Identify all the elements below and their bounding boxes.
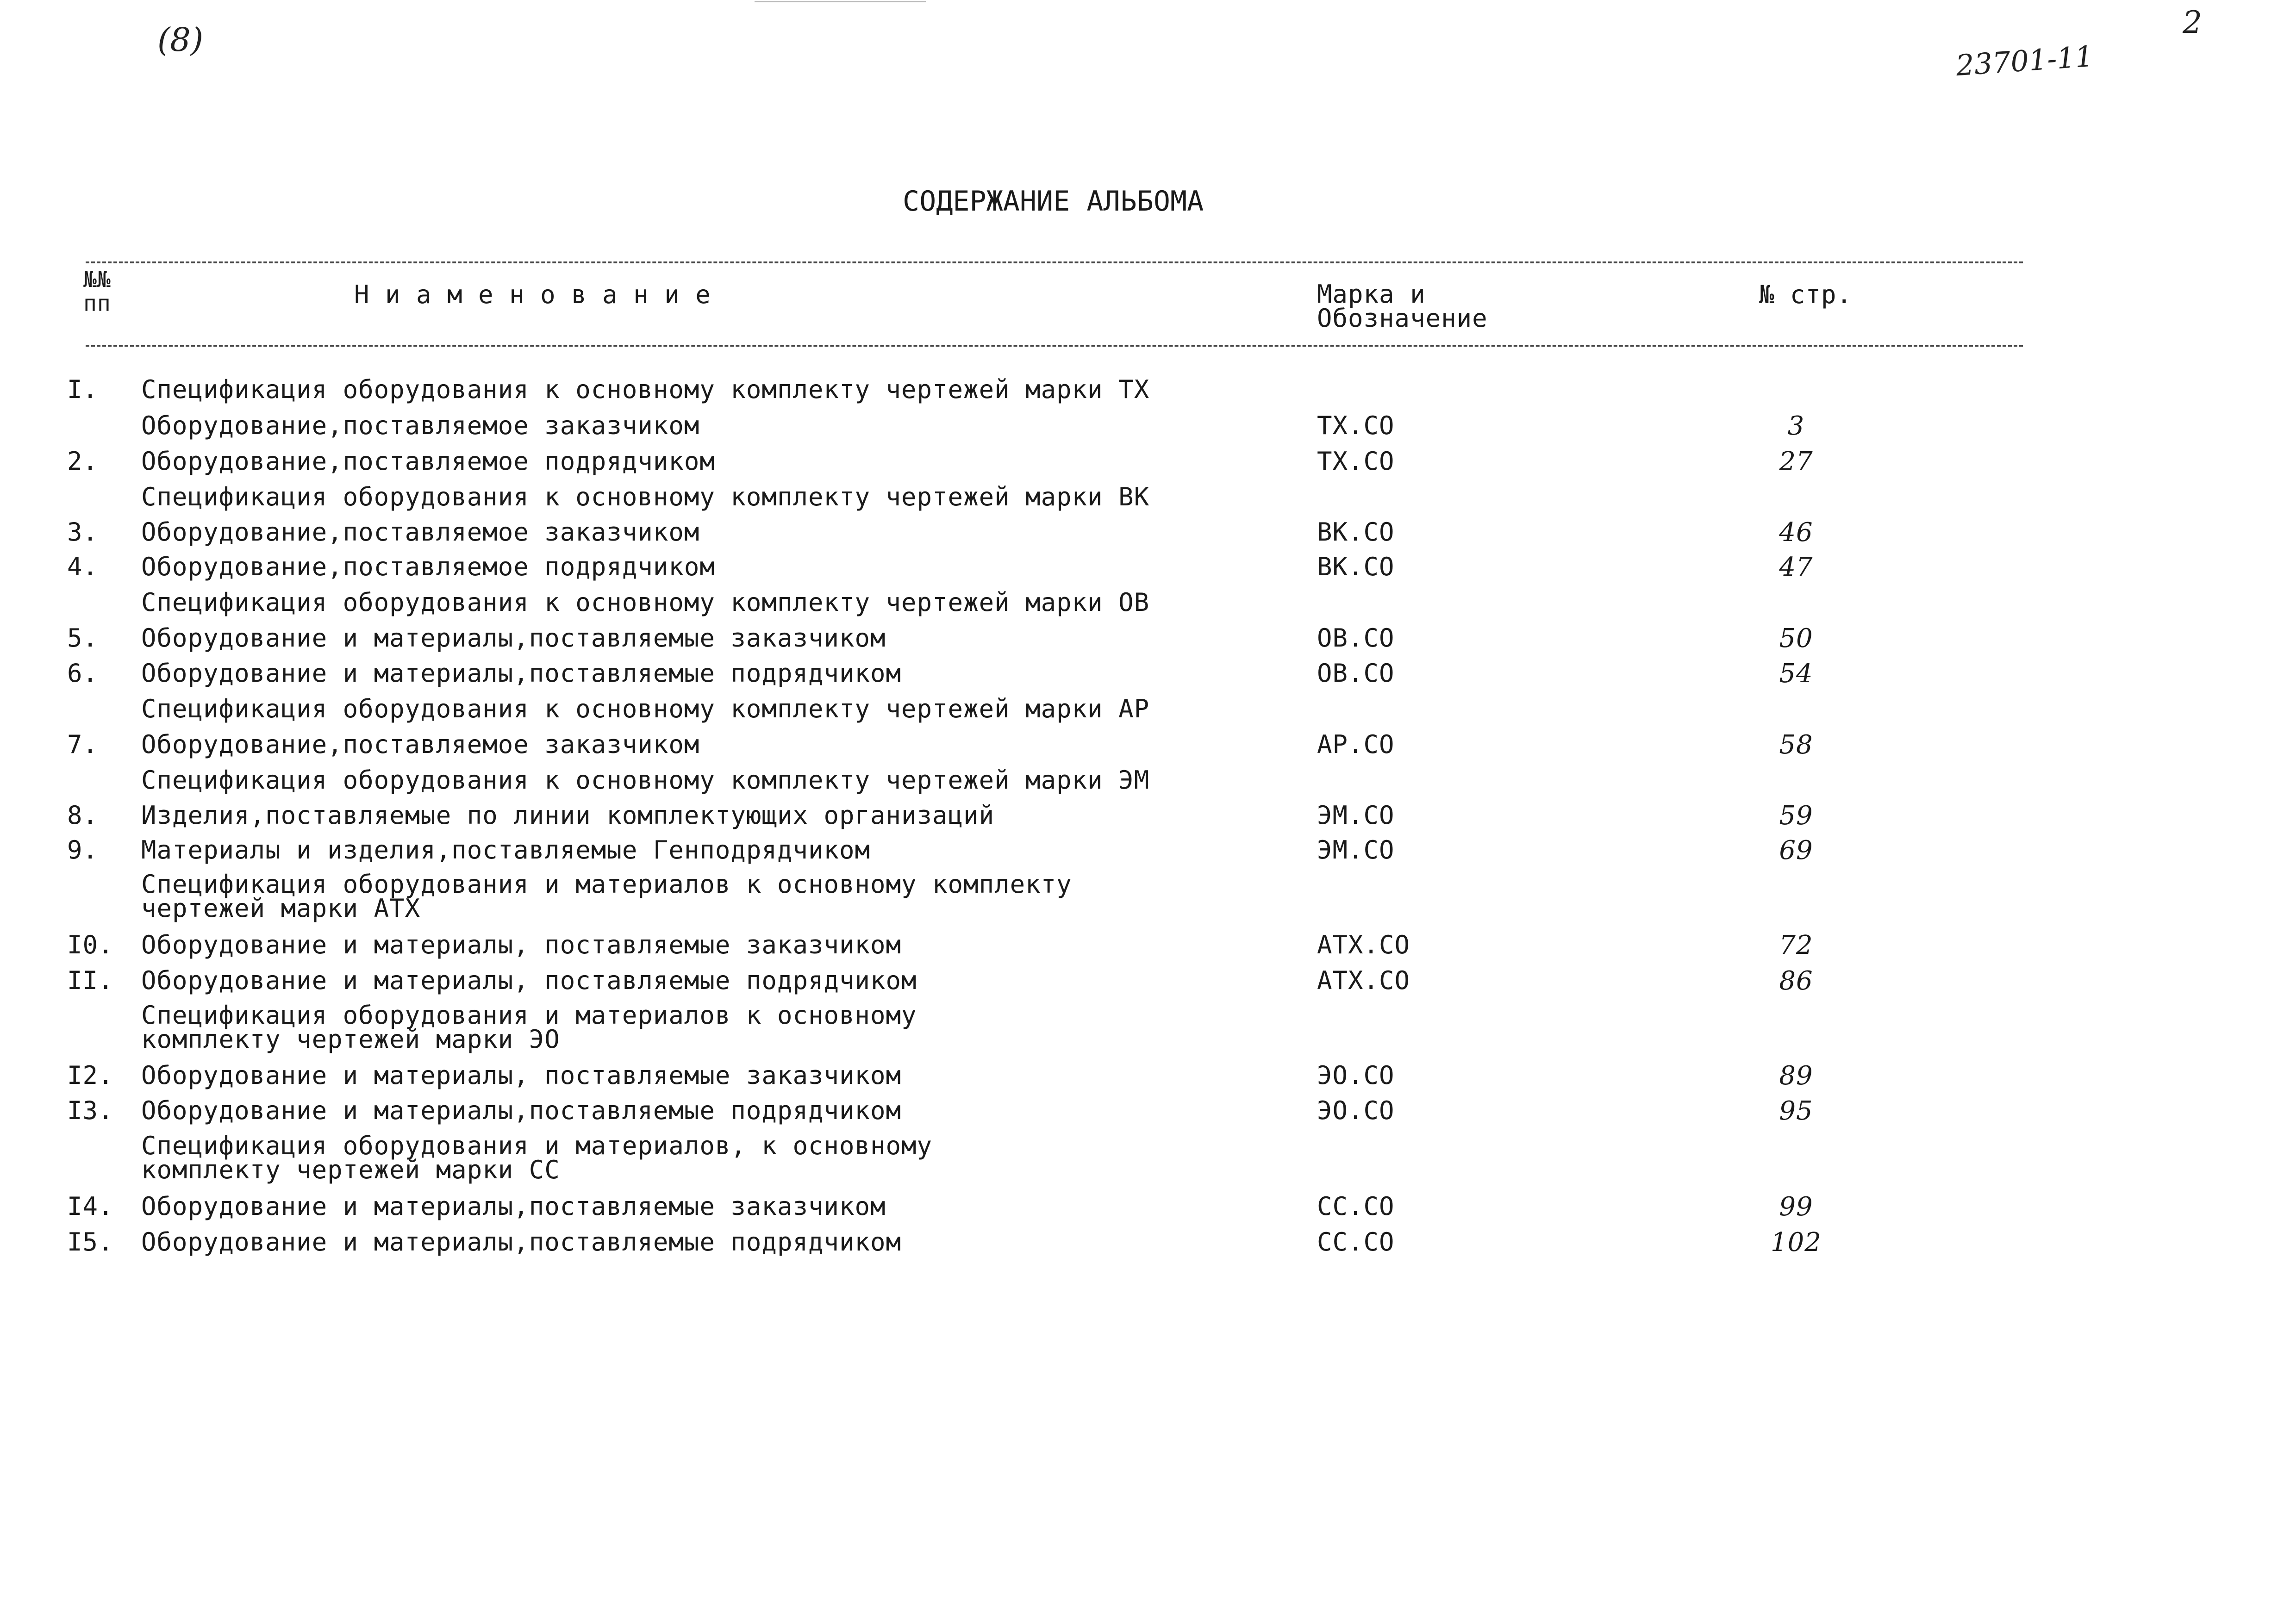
row-mark: ТХ.СО: [1317, 447, 1395, 476]
row-mark: ЭМ.СО: [1317, 801, 1395, 830]
row-mark: ВК.СО: [1317, 552, 1395, 581]
table-row: [0, 765, 2284, 803]
table-row: [0, 517, 2284, 554]
row-number: I2.: [67, 1061, 114, 1090]
row-name: Спецификация оборудования к основному комплекту чертежей марки ЭМ: [141, 765, 1150, 795]
table-row: [0, 930, 2284, 967]
table-row: [0, 1131, 2284, 1184]
header-mark-line1: Марка и: [1317, 280, 1426, 309]
row-name: Оборудование,поставляемое подрядчиком: [141, 552, 715, 581]
row-name: Оборудование,поставляемое заказчиком: [141, 730, 700, 759]
table-row: [0, 552, 2284, 589]
row-page: 69: [1779, 835, 1813, 865]
row-page: 72: [1779, 930, 1813, 960]
header-bottom-divider: [86, 345, 2023, 347]
row-name: Оборудование,поставляемое заказчиком: [141, 411, 700, 440]
row-number: 3.: [67, 517, 99, 547]
table-row: [0, 482, 2284, 519]
row-page: 102: [1771, 1227, 1822, 1257]
row-mark: ВК.СО: [1317, 517, 1395, 547]
row-mark: СС.СО: [1317, 1192, 1395, 1221]
row-page: 3: [1787, 411, 1805, 441]
table-row: [0, 623, 2284, 660]
row-page: 54: [1779, 659, 1813, 689]
row-name-line1: Спецификация оборудования и материалов, к основному: [141, 1131, 933, 1160]
row-name: Оборудование,поставляемое заказчиком: [141, 517, 700, 547]
row-page: 58: [1779, 730, 1813, 760]
row-name: Оборудование и материалы, поставляемые заказчиком: [141, 1061, 902, 1090]
table-row: [0, 870, 2284, 923]
header-top-divider: [86, 261, 2023, 263]
table-row: [0, 1227, 2284, 1264]
page-title: СОДЕРЖАНИЕ АЛЬБОМА: [903, 185, 1204, 218]
row-page: 95: [1779, 1096, 1813, 1126]
table-row: [0, 588, 2284, 625]
header-num-line1: №№: [83, 267, 111, 292]
row-page: 86: [1779, 966, 1813, 996]
row-mark: СС.СО: [1317, 1227, 1395, 1257]
table-row: [0, 730, 2284, 767]
table-row: [0, 694, 2284, 731]
row-number: I5.: [67, 1227, 114, 1257]
table-row: [0, 447, 2284, 484]
row-mark: АР.СО: [1317, 730, 1395, 759]
row-name: [141, 1003, 917, 1052]
row-mark: ОВ.СО: [1317, 659, 1395, 688]
header-num: [83, 268, 111, 316]
row-name: Оборудование и материалы, поставляемые заказчиком: [141, 930, 902, 959]
row-name: Оборудование и материалы,поставляемые подрядчиком: [141, 1227, 902, 1257]
row-name: [141, 872, 1072, 921]
table-row: [0, 801, 2284, 838]
row-name-line1: Спецификация оборудования и материалов к основному комплекту: [141, 870, 1072, 899]
row-number: I3.: [67, 1096, 114, 1125]
row-name-line1: Спецификация оборудования и материалов к основному: [141, 1001, 917, 1030]
row-mark: ТХ.СО: [1317, 411, 1395, 440]
table-row: [0, 1096, 2284, 1133]
row-page: 99: [1779, 1192, 1813, 1222]
row-number: I4.: [67, 1192, 114, 1221]
row-mark: ОВ.СО: [1317, 623, 1395, 653]
row-mark: ЭО.СО: [1317, 1061, 1395, 1090]
row-page: 59: [1779, 801, 1813, 831]
row-name: Спецификация оборудования к основному комплекту чертежей марки ОВ: [141, 588, 1150, 617]
row-number: 6.: [67, 659, 99, 688]
row-mark: ЭМ.СО: [1317, 835, 1395, 865]
header-mark-line2: Обозначение: [1317, 304, 1488, 333]
row-name: Спецификация оборудования к основному комплекту чертежей марки ТХ: [141, 375, 1150, 404]
row-name: [141, 1131, 933, 1184]
row-number: 2.: [67, 447, 99, 476]
table-row: [0, 659, 2284, 696]
table-row: [0, 1001, 2284, 1054]
page-number-mark: 2: [2183, 5, 2202, 40]
table-row: [0, 966, 2284, 1003]
row-number: II.: [67, 966, 114, 995]
row-number: 4.: [67, 552, 99, 581]
row-number: 5.: [67, 623, 99, 653]
header-name: Н и а м е н о в а н и е: [354, 280, 711, 309]
row-mark: АТХ.СО: [1317, 930, 1410, 959]
row-mark: ЭО.СО: [1317, 1096, 1395, 1125]
row-page: 46: [1779, 517, 1813, 548]
row-page: 50: [1779, 623, 1813, 653]
row-name: Спецификация оборудования к основному комплекту чертежей марки ВК: [141, 482, 1150, 511]
row-name: Оборудование и материалы, поставляемые подрядчиком: [141, 966, 917, 995]
row-mark: АТХ.СО: [1317, 966, 1410, 995]
row-name-line2: комплекту чертежей марки СС: [141, 1155, 560, 1184]
header-page: № стр.: [1759, 280, 1853, 309]
header-mark: [1317, 280, 1488, 333]
row-page: 89: [1779, 1061, 1813, 1091]
row-page: 47: [1779, 552, 1813, 582]
table-row: [0, 1192, 2284, 1229]
row-name: Оборудование,поставляемое подрядчиком: [141, 447, 715, 476]
row-page: 27: [1779, 447, 1813, 477]
row-name: Спецификация оборудования к основному комплекту чертежей марки АР: [141, 694, 1150, 723]
row-name-line2: чертежей марки АТХ: [141, 894, 421, 923]
row-name: Изделия,поставляемые по линии комплектующих организаций: [141, 801, 995, 830]
scan-artifact-line: [755, 1, 926, 2]
row-name: Оборудование и материалы,поставляемые заказчиком: [141, 1192, 886, 1221]
row-name: Материалы и изделия,поставляемые Генподрядчиком: [141, 835, 871, 865]
row-number: 8.: [67, 801, 99, 830]
sheet-number-mark: (8): [157, 21, 204, 59]
row-number: 7.: [67, 730, 99, 759]
row-name: Оборудование и материалы,поставляемые подрядчиком: [141, 1096, 902, 1125]
table-row: [0, 835, 2284, 872]
row-number: I.: [67, 375, 99, 404]
table-row: [0, 411, 2284, 448]
row-number: 9.: [67, 835, 99, 865]
row-name: Оборудование и материалы,поставляемые заказчиком: [141, 623, 886, 653]
document-code-mark: 23701-11: [1954, 39, 2095, 83]
row-name: Оборудование и материалы,поставляемые подрядчиком: [141, 659, 902, 688]
table-row: [0, 375, 2284, 412]
table-row: [0, 1061, 2284, 1098]
header-num-line2: пп: [83, 291, 111, 317]
row-name-line2: комплекту чертежей марки ЭО: [141, 1025, 560, 1054]
row-number: I0.: [67, 930, 114, 959]
